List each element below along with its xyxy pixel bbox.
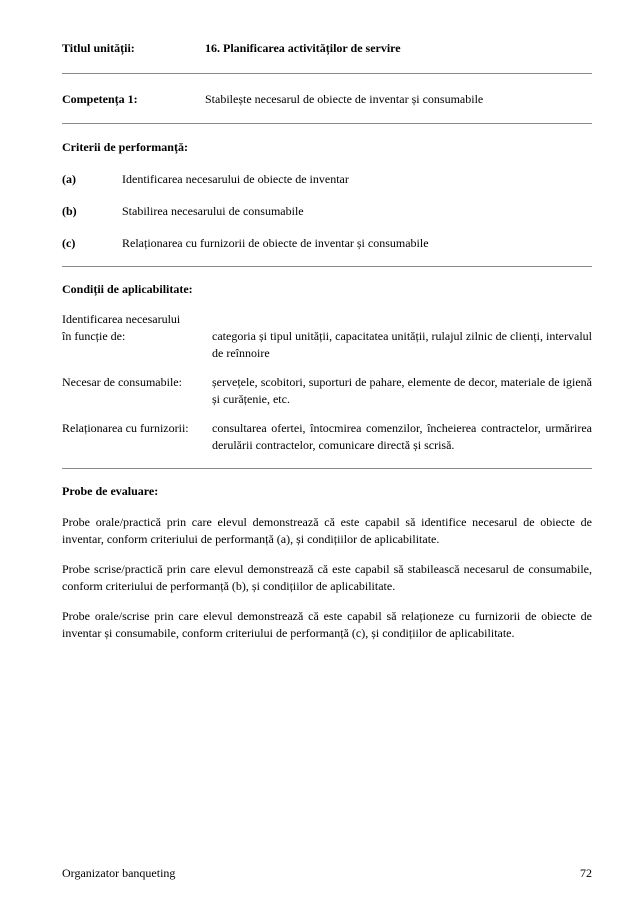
page-number: 72 [580,866,592,880]
condition-item [62,420,592,454]
unit-title-label: Titlul unității: [62,41,135,55]
unit-title-value: 16. Planificarea activităților de servire [205,41,401,55]
competence-label: Competența 1: [62,92,138,106]
competence-value: Stabilește necesarul de obiecte de inventar și consumabile [205,92,484,106]
divider [62,468,592,469]
condition-item [62,311,592,362]
criteria-letter: (a) [62,172,76,186]
competence-row [62,91,592,108]
criteria-letter: (b) [62,204,77,218]
condition-item [62,374,592,408]
criteria-item [62,235,592,252]
criteria-item [62,171,592,188]
condition-text: categoria și tipul unității, capacitatea unității, rulajul zilnic de clienți, intervalul de reînnoire [212,329,592,360]
condition-label: Relaționarea cu furnizorii: [62,421,189,435]
condition-label: Necesar de consumabile: [62,375,182,389]
criteria-text: Stabilirea necesarului de consumabile [122,204,304,218]
criteria-text: Identificarea necesarului de obiecte de inventar [122,172,349,186]
footer-title: Organizator banqueting [62,866,176,880]
page-footer [62,865,592,882]
condition-text: șervețele, scobitori, suporturi de pahare, elemente de decor, materiale de igienă și curățenie, etc. [212,375,592,406]
conditions-heading: Condiții de aplicabilitate: [62,282,193,296]
criteria-text: Relaționarea cu furnizorii de obiecte de inventar și consumabile [122,236,429,250]
condition-text: consultarea ofertei, întocmirea comenzilor, încheierea contractelor, urmărirea derulării contractelor, comunicare directă și scrisă. [212,421,592,452]
evaluation-heading: Probe de evaluare: [62,484,159,498]
condition-label-line1: Identificarea necesarului [62,312,181,326]
criteria-heading: Criterii de performanță: [62,140,188,154]
divider [62,123,592,124]
document-page [62,40,592,642]
evaluation-paragraph: Probe scrise/practică prin care elevul demonstrează că este capabil să stabilească necesarul de consumabile, conform criteriului de performanță (b), și condițiilor de aplicabilitate. [62,562,592,593]
unit-title-row [62,40,592,57]
evaluation-paragraph: Probe orale/scrise prin care elevul demonstrează că este capabil să relaționeze cu furnizorii de obiecte de inventar și consumabile, conform criteriului de performanță (c), și condițiilor de aplicabilitate. [62,609,592,640]
criteria-letter: (c) [62,236,76,250]
divider [62,73,592,74]
condition-label-line2: în funcție de: [62,329,126,343]
criteria-item [62,203,592,220]
evaluation-paragraph: Probe orale/practică prin care elevul demonstrează că este capabil să identifice necesarul de obiecte de inventar, conform criteriului de performanță (a), și condițiilor de aplicabilitate. [62,515,592,546]
divider [62,266,592,267]
